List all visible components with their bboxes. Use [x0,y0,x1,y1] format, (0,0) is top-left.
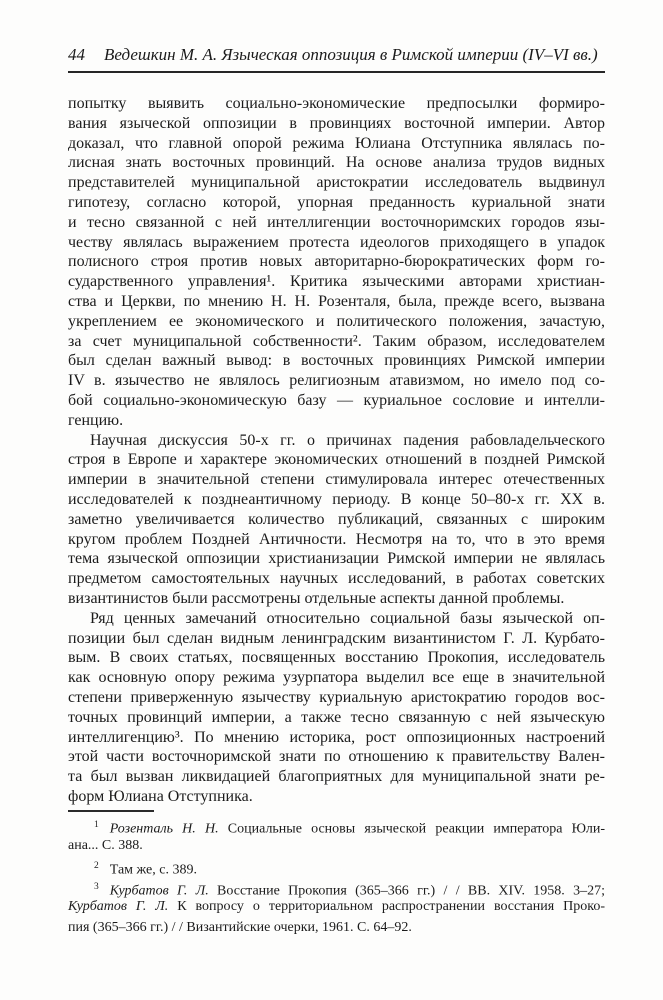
text-line: тема языческой оппозиции христианизации Римской империи не являлась [68,550,605,568]
text-line: заметно увеличивается количество публикаций, связанных с широким [68,510,605,528]
footnote-author: Курбатов Г. Л. [68,899,169,915]
text-line: IV в. язычество не являлось религиозным атавизмом, но имело под со- [68,372,605,390]
footnote-line: ана... С. 388. [68,837,143,853]
text-line: вым. В своих статьях, посвященных восстанию Прокопия, исследователь [68,649,605,667]
text-line: позиции был сделан видным ленинградским византинистом Г. Л. Курбато- [68,629,605,647]
footnote-line [68,897,605,918]
footnotes [68,815,605,939]
footnote-text: К вопросу о территориальном распространении восстания Проко- [168,899,605,915]
text-line: точных провинций империи, а также тесно связанную с ней языческую [68,708,605,726]
text-line: был сделан важный вывод: в восточных провинциях Римской империи [68,352,605,370]
text-line: вания языческой оппозиции в провинциях восточной империи. Автор [68,114,605,132]
body-text [68,94,605,807]
footnote-line [68,815,605,836]
text-line: за счет муниципальной собственности². Таким образом, исследователем [68,332,605,350]
text-line: степени приверженную язычеству куриальную аристократию городов вос- [68,688,605,706]
text-line: Ряд ценных замечаний относительно социальной базы языческой оп- [90,609,605,627]
text-line: гипотезу, согласно которой, упорная преданность куриальной знати [68,193,605,211]
text-line: исследователей к позднеантичному периоду. В конце 50–80-х гг. XX в. [68,490,605,508]
text-line: интеллигенцию³. По мнению историка, рост оппозиционных настроений [68,728,605,746]
footnote-author: Курбатов Г. Л. [109,883,209,899]
text-line: и тесно связанной с ней интеллигенции восточноримских городов язы- [68,213,605,231]
page-header [68,44,605,66]
text-line: предметом самостоятельных научных исследований, в работах советских [68,570,605,588]
text-line: империи в значительной степени стимулировала интерес отечественных [68,471,605,489]
footnote-marker: 3 [94,881,99,892]
text-line: укреплением ее экономического и политического положения, зачастую, [68,312,605,330]
footnote-marker: 1 [94,820,99,830]
page-number: 44 [68,45,85,64]
text-line: представителей муниципальной аристократии исследователь выдвинул [68,174,605,192]
text-line: византинистов были рассмотрены отдельные аспекты данной проблемы. [68,589,565,607]
footnote-line: пия (365–366 гг.) / / Византийские очерки, 1961. С. 64–92. [68,919,412,935]
footnote-separator [68,810,154,812]
text-line: форм Юлиана Отступника. [68,787,253,805]
footnote-text: Восстание Прокопия (365–366 гг.) / / ВВ. XIV. 1958. 3–27; [208,883,605,899]
text-line: бой социально-экономическую базу — куриальное сословие и интелли- [68,391,605,409]
footnote-text: Там же, с. 389. [109,862,197,878]
text-line: Научная дискуссия 50-х гг. о причинах падения рабовладельческого [90,431,605,449]
text-line: лисная знать восточных провинций. На основе анализа трудов видных [68,154,605,172]
text-line: честву являлась выражением протеста идеологов приходящего в упадок [68,233,605,251]
footnote-line [68,856,605,877]
text-line: попытку выявить социально-экономические предпосылки формиро- [68,95,605,112]
running-head-title: Ведешкин М. А. Языческая оппозиция в Римской империи (IV–VI вв.) [104,45,598,64]
footnote-marker: 2 [94,861,99,872]
text-line: этой части восточноримской знати по отношению к правительству Вален- [68,748,605,766]
text-line: та был вызван ликвидацией благоприятных для муниципальной знати ре- [68,768,605,786]
text-line: строя в Европе и характере экономических отношений в поздней Римской [68,451,605,469]
text-line: как основную опору режима узурпатора выделил все еще в значительной [68,669,605,687]
footnote-author: Розенталь Н. Н. [109,821,219,837]
header-rule [68,71,605,73]
text-line: кругом проблем Поздней Античности. Несмотря на то, что в это время [68,530,605,548]
text-line: доказал, что главной опорой режима Юлиана Отступника являлась по- [68,134,605,152]
text-line: ства и Церкви, по мнению Н. Н. Розенталя, была, прежде всего, вызвана [68,292,605,310]
text-line: генцию. [68,411,124,429]
footnote-line [68,877,605,898]
text-line: полисного строя против новых авторитарно-бюрократических форм го- [68,253,605,271]
footnote-text: Социальные основы языческой реакции императора Юли- [218,821,605,837]
text-line: сударственного управления¹. Критика языческими авторами христиан- [68,273,605,291]
